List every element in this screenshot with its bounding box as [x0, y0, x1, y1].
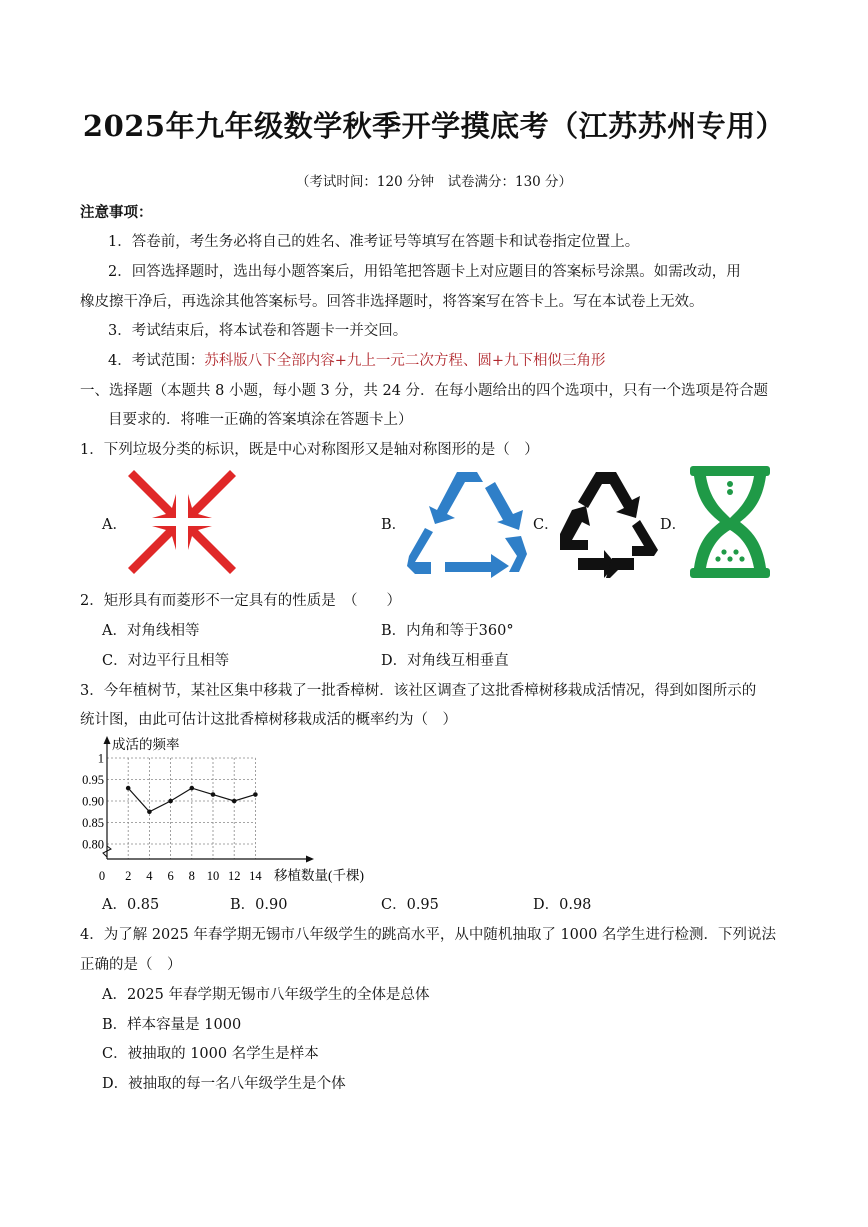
q1-option-c-label: C． [533, 517, 559, 533]
x-axis-title: 移植数量(千棵) [274, 868, 364, 883]
x-tick-label: 14 [249, 869, 262, 883]
y-axis-title: 成活的频率 [112, 737, 180, 752]
q3-option-d: D．0.98 [533, 897, 592, 913]
q4-option-d: D．被抽取的每一名八年级学生是个体 [102, 1076, 346, 1092]
q3-option-c: C．0.95 [381, 897, 439, 913]
y-tick-label: 0.95 [82, 773, 104, 787]
notice-item-1: 1．答卷前，考生务必将自己的姓名、准考证号等填写在答题卡和试卷指定位置上。 [108, 234, 640, 250]
data-point [190, 786, 195, 791]
y-tick-label: 1 [97, 751, 104, 766]
section-heading-line2: 目要求的．将唯一正确的答案填涂在答题卡上） [108, 412, 413, 428]
section-heading-line1: 一、选择题（本题共 8 小题，每小题 3 分，共 24 分．在每小题给出的四个选项中，只有一个选项是符合题 [80, 383, 769, 399]
data-point [168, 799, 173, 804]
x-tick-label: 8 [188, 869, 195, 883]
x-tick-label: 12 [227, 869, 241, 883]
notice-item-4-prefix: 4．考试范围： [108, 353, 205, 369]
x-tick-label: 10 [206, 869, 220, 883]
data-point [232, 799, 237, 804]
q3-stem-line1: 3．今年植树节，某社区集中移栽了一批香樟树．该社区调查了这批香樟树移栽成活情况，得到如图所示的 [80, 683, 757, 699]
red-arrows-icon [126, 468, 238, 576]
blue-recycle-icon [405, 466, 529, 578]
q4-option-b: B．样本容量是 1000 [102, 1017, 242, 1033]
x-tick-label: 2 [125, 869, 132, 883]
q3-stem-line2: 统计图，由此可估计这批香樟树移栽成活的概率约为（ ） [80, 712, 457, 728]
notice-item-3: 3．考试结束后，将本试卷和答题卡一并交回。 [108, 323, 408, 339]
q1-option-b-label: B． [381, 517, 407, 533]
y-axis-arrow [104, 736, 111, 744]
q1-stem: 1．下列垃圾分类的标识，既是中心对称图形又是轴对称图形的是（ ） [80, 442, 539, 458]
q1-option-d-label: D． [660, 517, 687, 533]
y-tick-label: 0.85 [82, 816, 104, 830]
q4-stem-line2: 正确的是（ ） [80, 957, 182, 973]
exam-info: （考试时间：120 分钟 试卷满分：130 分） [295, 174, 573, 190]
q2-stem: 2．矩形具有而菱形不一定具有的性质是 （ ） [80, 593, 401, 609]
origin-label: 0 [98, 869, 106, 883]
exam-scope: 苏科版八下全部内容+九上一元二次方程、圆+九下相似三角形 [204, 353, 606, 369]
y-tick-label: 0.80 [82, 837, 104, 852]
survival-rate-chart [70, 732, 390, 884]
q4-stem-line1: 4．为了解 2025 年春学期无锡市八年级学生的跳高水平，从中随机抽取了 1000 名学生进行检测．下列说法 [80, 927, 776, 943]
data-point [126, 786, 131, 791]
data-point [211, 792, 216, 797]
y-tick-label: 0.90 [82, 794, 104, 809]
notice-item-4 [108, 349, 606, 370]
notice-item-2-line2: 橡皮擦干净后，再选涂其他答案标号。回答非选择题时，将答案写在答卡上。写在本试卷上无效。 [80, 294, 704, 310]
black-recycle-icon [556, 466, 662, 578]
x-tick-label: 6 [167, 869, 174, 883]
q4-option-c: C．被抽取的 1000 名学生是样本 [102, 1046, 319, 1062]
green-hourglass-icon [688, 466, 772, 578]
q3-option-b: B．0.90 [230, 897, 288, 913]
q2-option-b: B．内角和等于360° [381, 623, 514, 639]
x-axis-arrow [306, 856, 314, 863]
q2-option-c: C．对边平行且相等 [102, 653, 230, 669]
q3-option-a: A．0.85 [102, 897, 160, 913]
q4-option-a: A．2025 年春学期无锡市八年级学生的全体是总体 [102, 987, 430, 1003]
notice-heading: 注意事项： [80, 204, 153, 221]
notice-item-2-line1: 2．回答选择题时，选出每小题答案后，用铅笔把答题卡上对应题目的答案标号涂黑。如需改动，用 [108, 264, 741, 280]
data-point [253, 792, 258, 797]
page-title: 2025年九年级数学秋季开学摸底考（江苏苏州专用） [82, 109, 786, 143]
q2-option-d: D．对角线互相垂直 [381, 653, 509, 669]
data-point [147, 809, 152, 814]
x-tick-label: 4 [146, 869, 153, 883]
q2-option-a: A．对角线相等 [102, 623, 200, 639]
q1-option-a-label: A． [102, 517, 127, 533]
